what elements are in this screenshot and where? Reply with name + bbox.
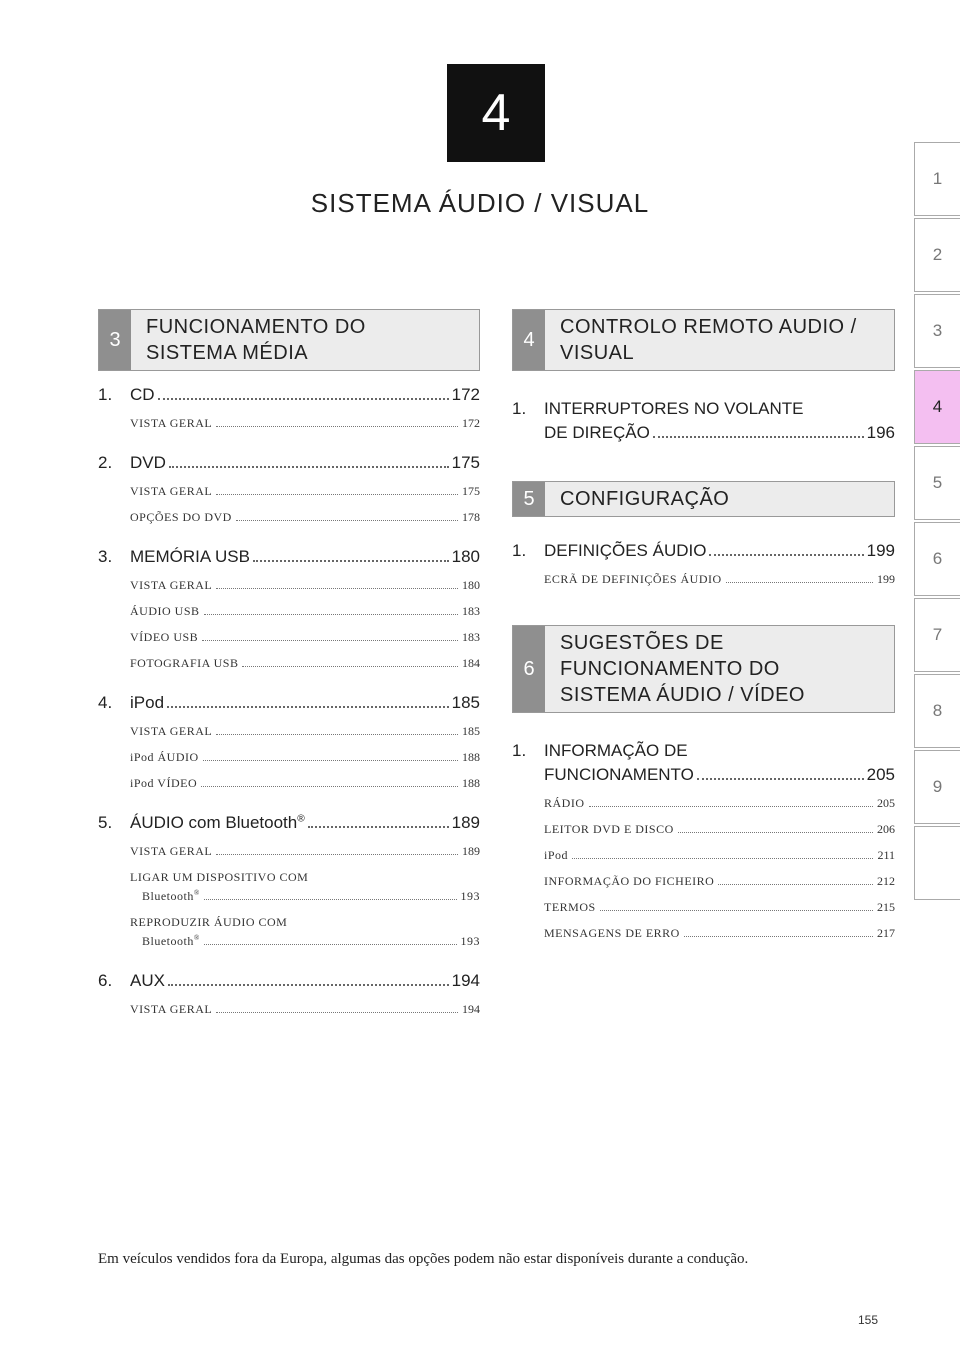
page-number: 155: [857, 1313, 878, 1327]
left-column: [98, 309, 480, 1017]
toc-subentry[interactable]: VISTA GERAL 189: [130, 844, 480, 858]
toc-subentry[interactable]: ECRÃ DE DEFINIÇÕES ÁUDIO 199: [544, 572, 895, 586]
toc-entry[interactable]: 4. iPod 185: [98, 693, 480, 712]
section-number: 6: [513, 626, 545, 712]
chapter-number-box: [447, 64, 545, 162]
toc-entry[interactable]: 3. MEMÓRIA USB 180: [98, 547, 480, 566]
toc-entry[interactable]: 1. INTERRUPTORES NO VOLANTE DE DIREÇÃO 196: [512, 399, 895, 442]
tab-9[interactable]: 9: [914, 750, 960, 824]
toc-subentry[interactable]: REPRODUZIR ÁUDIO COM Bluetooth® 193: [130, 915, 480, 948]
toc-subentry[interactable]: VISTA GERAL 175: [130, 484, 480, 498]
tab-5[interactable]: 5: [914, 446, 960, 520]
toc-subentry[interactable]: VÍDEO USB 183: [130, 630, 480, 644]
toc-subentry[interactable]: OPÇÕES DO DVD 178: [130, 510, 480, 524]
toc-subentry[interactable]: INFORMAÇÃO DO FICHEIRO 212: [544, 874, 895, 888]
toc-subentry[interactable]: VISTA GERAL 194: [130, 1002, 480, 1016]
tab-3[interactable]: 3: [914, 294, 960, 368]
footnote: Em veículos vendidos fora da Europa, algumas das opções podem não estar disponíveis durante a condução.: [98, 1251, 749, 1267]
tab-8[interactable]: 8: [914, 674, 960, 748]
section-title: SUGESTÕES DE FUNCIONAMENTO DO SISTEMA ÁUDIO / VÍDEO: [560, 632, 805, 706]
toc-subentry[interactable]: LEITOR DVD E DISCO 206: [544, 822, 895, 836]
toc-entry[interactable]: 5. ÁUDIO com Bluetooth® 189: [98, 813, 480, 832]
toc-subentry[interactable]: VISTA GERAL 185: [130, 724, 480, 738]
toc-subentry[interactable]: iPod VÍDEO 188: [130, 776, 480, 790]
section-number: 3: [99, 310, 131, 370]
tab-empty: [914, 826, 960, 900]
toc-entry[interactable]: 1. INFORMAÇÃO DE FUNCIONAMENTO 205: [512, 741, 895, 784]
right-column: [512, 309, 895, 941]
section-5-header: [512, 481, 895, 517]
tab-1[interactable]: 1: [914, 142, 960, 216]
tab-2[interactable]: 2: [914, 218, 960, 292]
tab-4[interactable]: 4: [914, 370, 960, 444]
toc-entry[interactable]: 1. DEFINIÇÕES ÁUDIO 199: [512, 541, 895, 560]
toc-subentry[interactable]: RÁDIO 205: [544, 796, 895, 810]
chapter-number: 4: [481, 84, 511, 142]
toc-subentry[interactable]: MENSAGENS DE ERRO 217: [544, 926, 895, 940]
section-number: 4: [513, 310, 545, 370]
chapter-title: SISTEMA ÁUDIO / VISUAL: [310, 188, 650, 218]
toc-entry[interactable]: 2. DVD 175: [98, 453, 480, 472]
section-3-header: [98, 309, 480, 371]
toc-subentry[interactable]: LIGAR UM DISPOSITIVO COM Bluetooth® 193: [130, 870, 480, 903]
toc-subentry[interactable]: iPod ÁUDIO 188: [130, 750, 480, 764]
chapter-tabs: [914, 142, 960, 902]
section-number: 5: [513, 482, 545, 516]
section-title: FUNCIONAMENTO DO SISTEMA MÉDIA: [146, 316, 366, 364]
toc-subentry[interactable]: VISTA GERAL 180: [130, 578, 480, 592]
toc-subentry[interactable]: VISTA GERAL 172: [130, 416, 480, 430]
section-4-header: [512, 309, 895, 371]
toc-subentry[interactable]: TERMOS 215: [544, 900, 895, 914]
tab-7[interactable]: 7: [914, 598, 960, 672]
toc-entry[interactable]: 1. CD 172: [98, 385, 480, 404]
toc-subentry[interactable]: ÁUDIO USB 183: [130, 604, 480, 618]
tab-6[interactable]: 6: [914, 522, 960, 596]
toc-subentry[interactable]: iPod 211: [544, 848, 895, 862]
section-title: CONFIGURAÇÃO: [560, 488, 730, 510]
toc-entry[interactable]: 6. AUX 194: [98, 971, 480, 990]
toc-subentry[interactable]: FOTOGRAFIA USB 184: [130, 656, 480, 670]
section-3-entries: [98, 385, 480, 1017]
section-6-header: [512, 625, 895, 713]
section-title: CONTROLO REMOTO AUDIO / VISUAL: [560, 316, 857, 364]
